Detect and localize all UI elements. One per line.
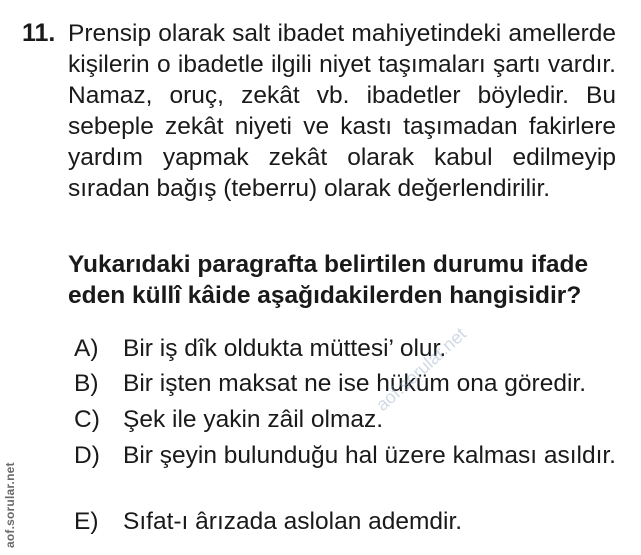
option-letter: B): [74, 370, 99, 397]
option-letter: E): [74, 508, 99, 535]
option-letter: D): [74, 442, 100, 469]
question-prompt: Yukarıdaki paragrafta belirtilen durumu ifade eden küllî kâide aşağıdakilerden hangisidir?: [68, 251, 589, 309]
option-letter: A): [74, 335, 99, 362]
option-text: Bir işten maksat ne ise hüküm ona göredir.: [123, 370, 587, 397]
option-text: Şek ile yakin zâil olmaz.: [123, 406, 384, 433]
diagonal-watermark: aof.sorular.net: [372, 323, 471, 415]
option-text: Bir iş dîk oldukta müttesi’ olur.: [123, 335, 447, 362]
option-letter: C): [74, 406, 100, 433]
side-watermark: aof.sorular.net: [3, 462, 17, 548]
question-paragraph: Prensip olarak salt ibadet mahiyetindeki amellerde kişilerin o ibadetle ilgili niyet taşımaları şartı vardır. Namaz, oruç, zekât vb. ibadetler böyledir. Bu sebeple zekât niyeti ve kastı taşımadan fakirlere yardım yapmak zekât olarak kabul edilmeyip sıradan bağış (teberru) olarak değerlendirilir.: [68, 20, 616, 202]
option-text: Bir şeyin bulunduğu hal üzere kalması asıldır.: [123, 442, 616, 469]
question-number: 11.: [22, 19, 56, 47]
option-text: Sıfat-ı ârızada aslolan ademdir.: [123, 508, 463, 535]
